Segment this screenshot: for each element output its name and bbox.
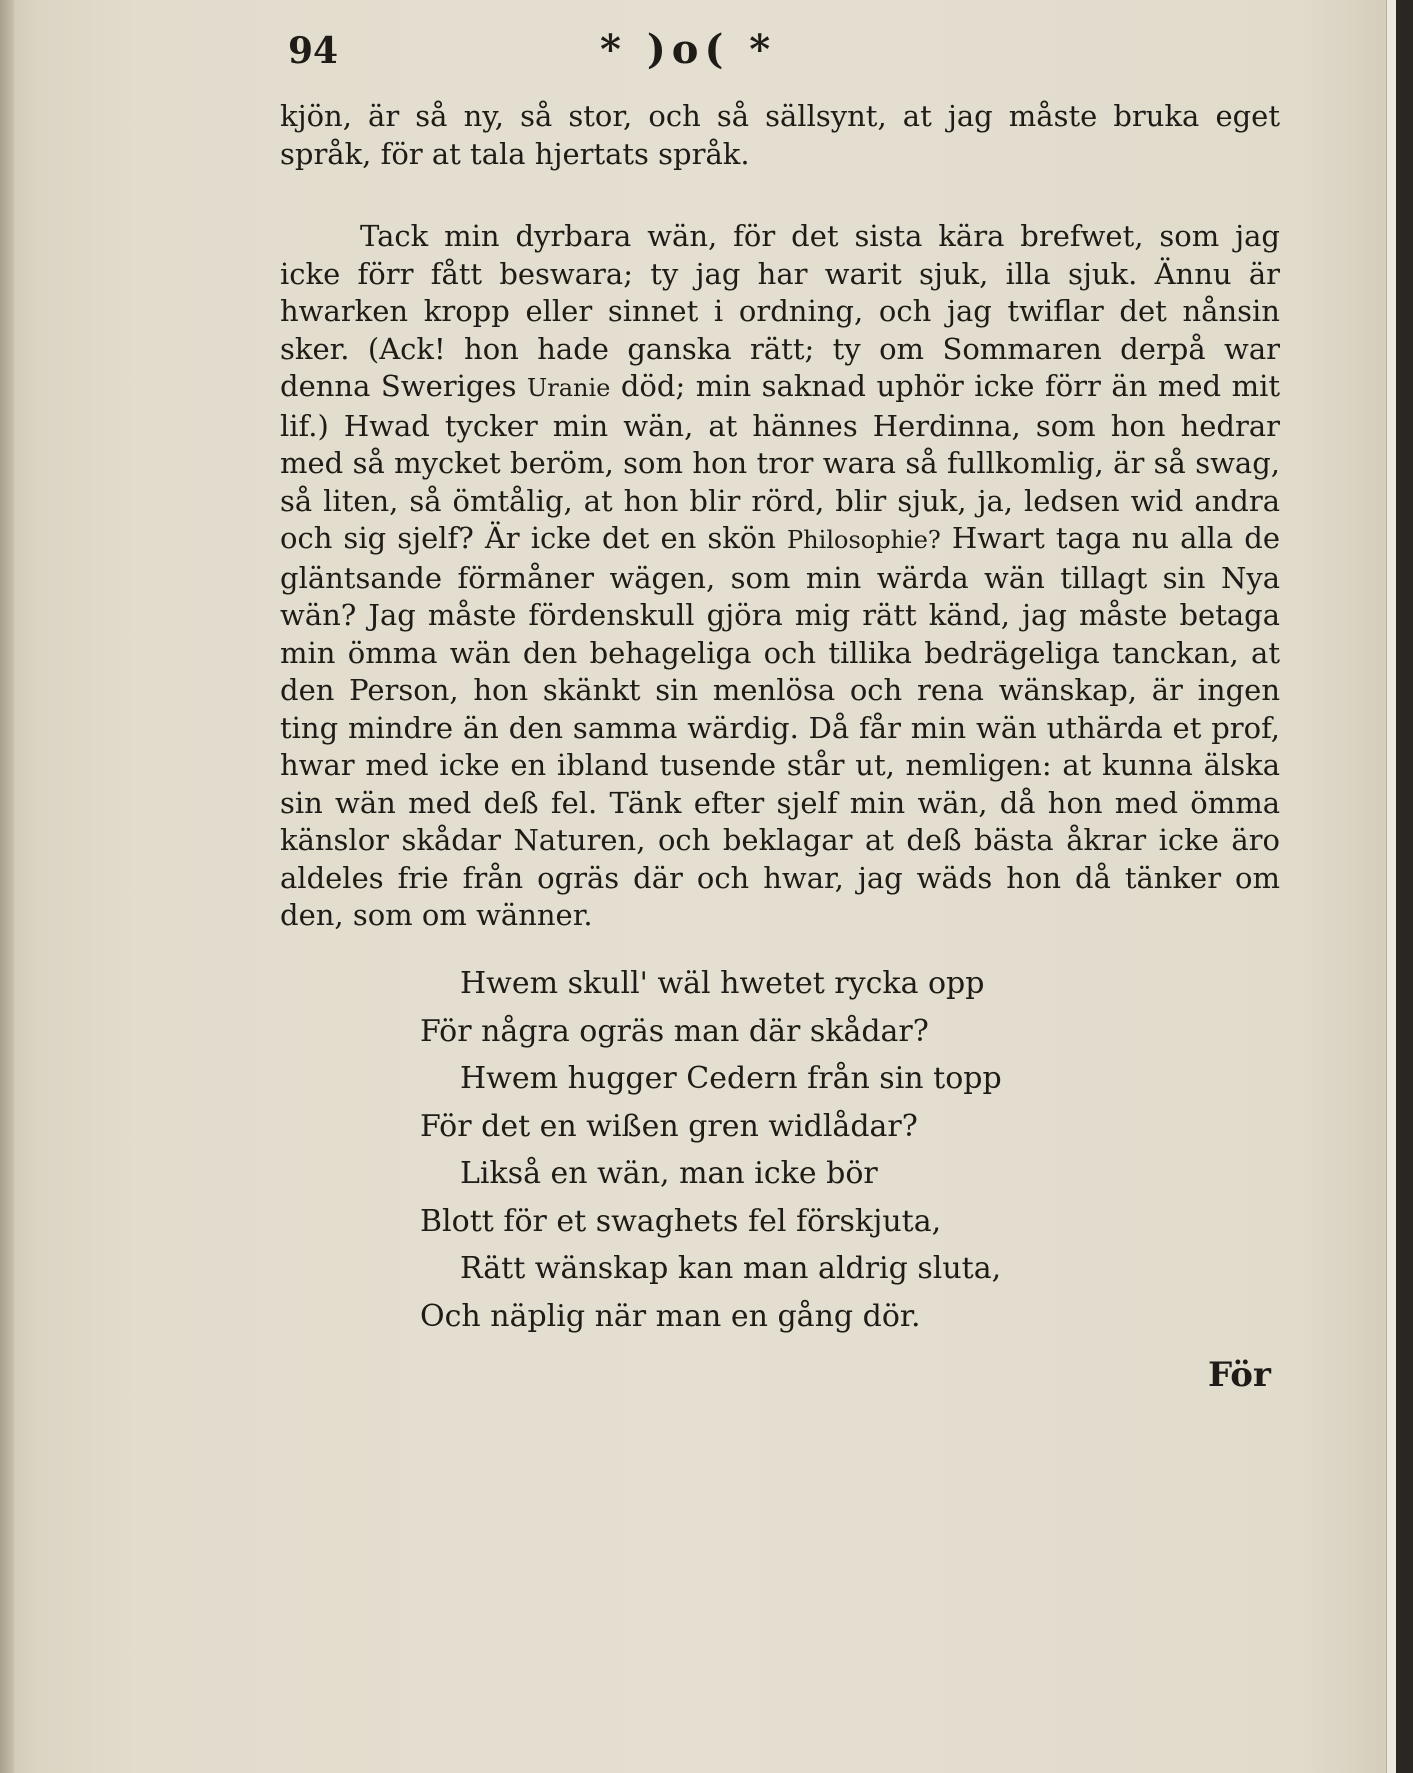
catchword: För [1208,1355,1271,1395]
page-spine-shadow [0,0,14,1773]
paragraph-text-part-3: Hwart taga nu alla de gläntsande förmåner wägen, som min wärda wän tillagt sin Nya wän? Jag måste fördenskull gjöra mig rätt känd, jag måste betaga min ömma wän den behageliga och tillika bedrägeliga tanckan, at den Person, hon skänkt sin menlösa och rena wänskap, är ingen ting mindre än den samma wärdig. Då får min wän uthärda et prof, hwar med icke en ibland tusende står ut, nemligen: at kunna älska sin wän med deß fel. Tänk efter sjelf min wän, då hon med ömma känslor skådar Naturen, och beklagar at deß bästa åkrar icke äro aldeles frie från ogräs där och hwar, jag wäds hon då tänker om den, som om wänner. [280,521,1280,932]
poem-line: Blott för et swaghets fel förskjuta, [420,1203,942,1239]
page-number: 94 [288,30,339,72]
paragraph-continued: kjön, är så ny, så stor, och så sällsynt, at jag måste bruka eget språk, för at tala hjertats språk. [280,99,1280,171]
paragraph-letter [280,218,1280,935]
roman-word-uranie: Uranie [527,374,611,402]
poem-line: Hwem skull' wäl hwetet rycka opp [460,966,985,1001]
roman-word-philosophie: Philosophie? [787,526,941,554]
poem-stanza [420,960,1002,1340]
poem-line: Rätt wänskap kan man aldrig sluta, [460,1251,1002,1286]
paragraph-text-part-1: Tack min dyrbara wän, för det sista kära brefwet, som jag icke förr fått beswara; ty jag har warit sjuk, illa sjuk. Ännu är hwarken kropp eller sinnet i ordning, och jag twiflar det nånsin sker. (Ack! hon hade ganska rätt; ty om Sommaren derpå war denna Sweriges [280,219,1280,403]
poem-line: Och näplig när man en gång dör. [420,1298,921,1334]
running-head-ornament: * )o( * [600,26,777,73]
paragraph-text-part-2: död; min saknad uphör icke förr än med mit lif.) Hwad tycker min wän, at hännes Herdinna, som hon hedrar med så mycket beröm, som hon tror wara så fullkomlig, är så swag, så liten, så ömtålig, at hon blir rörd, blir sjuk, ja, ledsen wid andra och sig sjelf? Är icke det en skön [280,369,1281,555]
page-edge [1386,0,1396,1773]
poem-line: För det en wißen gren widlådar? [420,1108,918,1144]
poem-line: För några ogräs man där skådar? [420,1013,929,1049]
poem-line: Hwem hugger Cedern från sin topp [460,1061,1002,1096]
poem-line: Likså en wän, man icke bör [460,1156,878,1191]
